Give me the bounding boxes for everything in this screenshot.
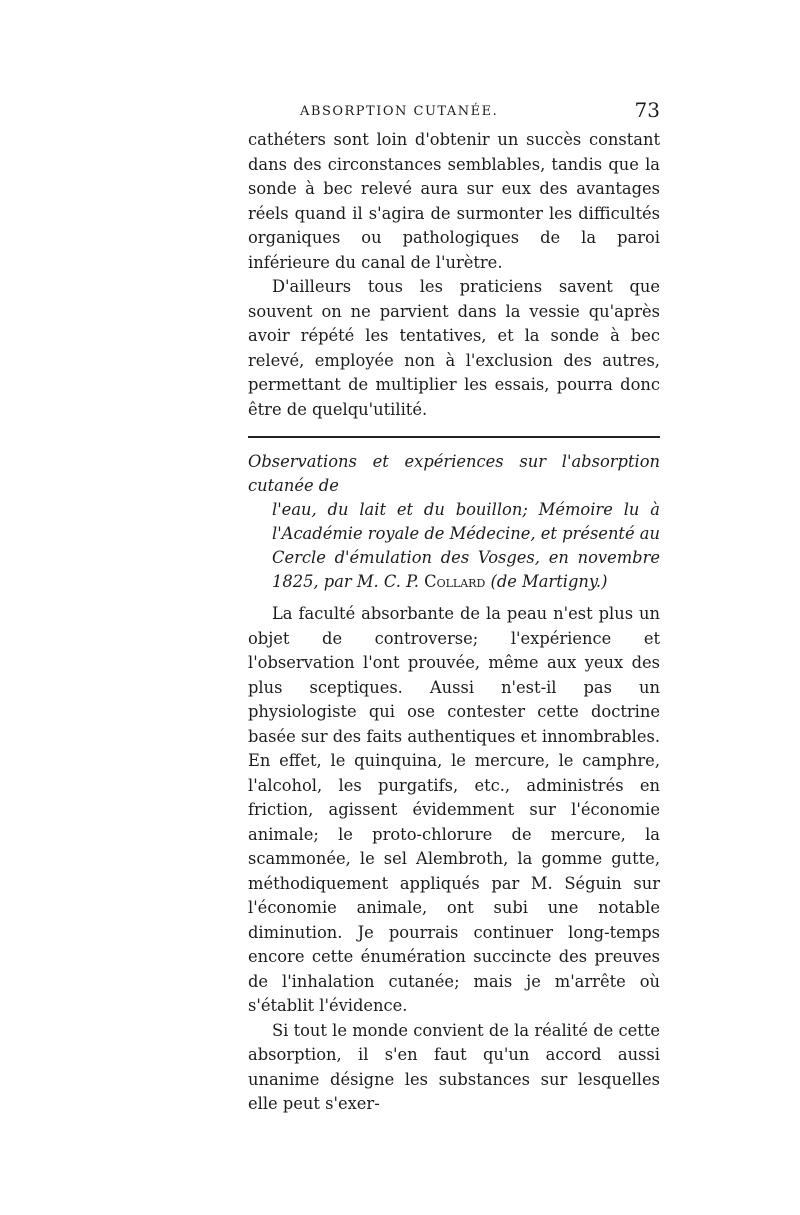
article-title-rest-text: l'eau, du lait et du bouillon; Mémoire lu à l'Académie royale de Médecine, et présenté au Cercle d'émulation des Vosges, en novembre 1825, par M. C. P.	[272, 500, 660, 591]
paragraph: La faculté absorbante de la peau n'est plus un objet de controverse; l'expérience et l'observation l'ont prouvée, même aux yeux des plus sceptiques. Aussi n'est-il pas un physiologiste qui ose contester cette doctrine basée sur des faits authentiques et innombrables. En effet, le quinquina, le mercure, le camphre, l'alcohol, les purgatifs, etc., administrés en friction, agissent évidemment sur l'économie animale; le proto-chlorure de mercure, la scammonée, le sel Alembroth, la gomme gutte, méthodiquement appliqués par M. Séguin sur l'économie animale, ont subi une notable diminution. Je pourrais continuer long-temps encore cette énumération succincte des preuves de l'inhalation cutanée; mais je m'arrête où s'établit l'évidence.	[248, 604, 660, 1015]
page-header	[248, 98, 660, 126]
page-body	[248, 128, 660, 1117]
article-title-line1: Observations et expériences sur l'absorption cutanée de	[248, 452, 660, 495]
section-rule	[248, 436, 660, 438]
page-number: 73	[634, 98, 660, 122]
running-head: ABSORPTION CUTANÉE.	[300, 104, 499, 119]
paragraph-continued: cathéters sont loin d'obtenir un succès constant dans des circonstances semblables, tandis que la sonde à bec relevé aura sur eux des avantages réels quand il s'agira de surmonter les difficultés organiques ou pathologiques de la paroi inférieure du canal de l'urètre.	[248, 130, 660, 272]
article-title-rest	[248, 498, 660, 594]
article-title	[248, 450, 660, 594]
article-author: Collard	[424, 572, 486, 591]
paragraph: Si tout le monde convient de la réalité de cette absorption, il s'en faut qu'un accord aussi unanime désigne les substances sur lesquelles elle peut s'exer-	[248, 1020, 660, 1113]
paragraph: D'ailleurs tous les praticiens savent que souvent on ne parvient dans la vessie qu'après avoir répété les tentatives, et la sonde à bec relevé, employée non à l'exclusion des autres, permettant de multiplier les essais, pourra donc être de quelqu'utilité.	[248, 277, 660, 419]
article-author-suffix: (de Martigny.)	[490, 572, 608, 591]
